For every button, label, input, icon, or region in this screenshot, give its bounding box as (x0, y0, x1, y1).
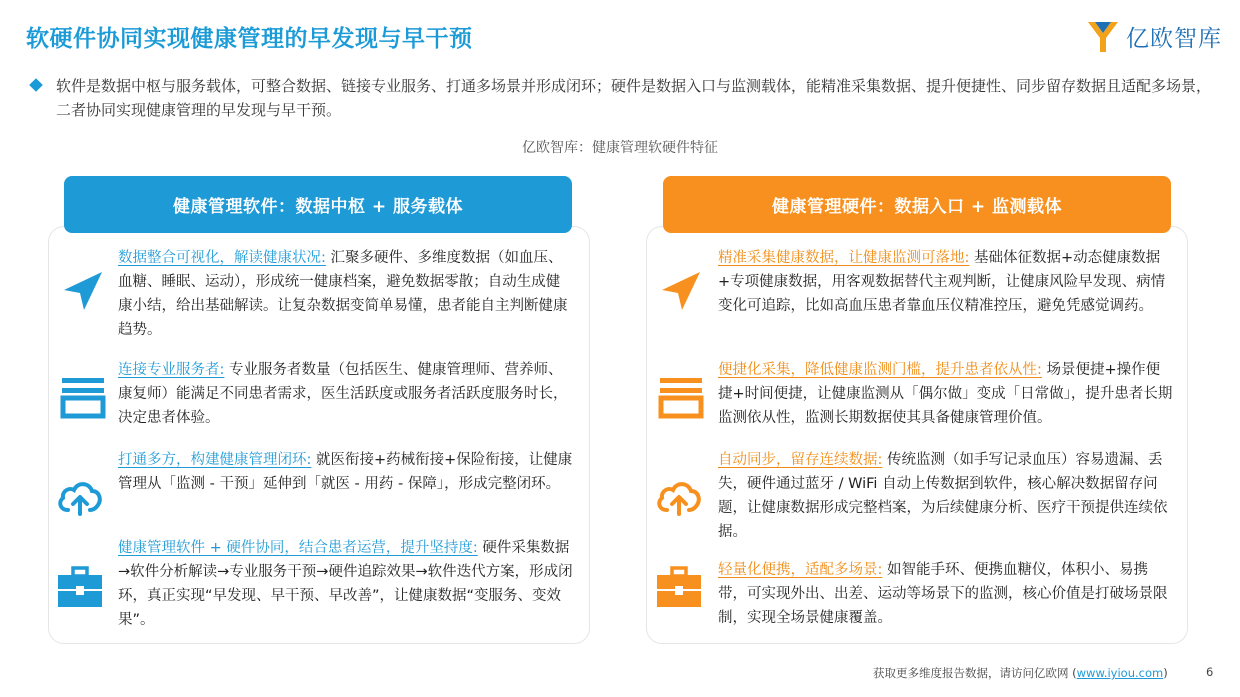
footer-close: ) (1163, 666, 1168, 680)
software-item-3-lead: 打通多方，构建健康管理闭环: (118, 452, 312, 468)
intro-paragraph (30, 74, 1220, 122)
cloud-upload-icon (55, 472, 105, 522)
software-item-1-lead: 数据整合可视化，解读健康状况: (118, 250, 326, 266)
software-item-2-lead: 连接专业服务者: (118, 362, 225, 378)
cloud-upload-icon (654, 472, 704, 522)
logo-mark-icon (1084, 18, 1120, 54)
intro-text: 软件是数据中枢与服务载体，可整合数据、链接专业服务、打通多场景并形成闭环；硬件是数据入口与监测载体，能精准采集数据、提升便捷性、同步留存数据且适配多场景，二者协同实现健康管理的早发现与早干预。 (56, 77, 1212, 119)
figure-caption: 亿欧智库：健康管理软硬件特征 (522, 140, 718, 156)
footer-text: 获取更多维度报告数据，请访问亿欧网 ( (873, 666, 1077, 680)
logo (1084, 18, 1222, 54)
hardware-item-3-lead: 自动同步，留存连续数据: (718, 452, 883, 468)
briefcase-icon (654, 562, 704, 612)
hardware-item-1 (718, 246, 1173, 318)
hardware-item-3 (718, 448, 1173, 544)
hardware-heading: 健康管理硬件：数据入口 + 监测载体 (663, 176, 1171, 233)
software-item-4 (118, 536, 573, 632)
hardware-item-4-lead: 轻量化便携，适配多场景: (718, 562, 883, 578)
software-item-4-text: 硬件采集数据→软件分析解读→专业服务干预→硬件追踪效果→软件迭代方案，形成闭环，真正实现“早发现、早干预、早改善”，让健康数据“变服务、变效果”。 (118, 540, 573, 628)
hardware-item-4-text: 如智能手环、便携血糖仪，体积小、易携带，可实现外出、出差、运动等场景下的监测，核心价值是打破场景限制，实现全场景健康覆盖。 (718, 562, 1168, 626)
software-item-3 (118, 448, 573, 496)
software-item-2 (118, 358, 573, 430)
hardware-item-4 (718, 558, 1173, 630)
hardware-item-2-lead: 便捷化采集，降低健康监测门槛，提升患者依从性: (718, 362, 1042, 378)
hardware-item-3-text: 传统监测（如手写记录血压）容易遗漏、丢失，硬件通过蓝牙 / WiFi 自动上传数据到软件，核心解决数据留存问题，让健康数据形成完整档案，为后续健康分析、医疗干预提供连续依据。 (718, 452, 1168, 540)
page-title: 软硬件协同实现健康管理的早发现与早干预 (26, 26, 473, 52)
software-item-4-lead: 健康管理软件 + 硬件协同，结合患者运营，提升坚持度: (118, 540, 478, 556)
hardware-item-2-text: 场景便捷+操作便捷+时间便捷，让健康监测从「偶尔做」变成「日常做」，提升患者长期监测依从性，监测长期数据使其具备健康管理价值。 (718, 362, 1173, 426)
software-item-2-text: 专业服务者数量（包括医生、健康管理师、营养师、康复师）能满足不同患者需求，医生活跃度或服务者活跃度服务时长，决定患者体验。 (118, 362, 568, 426)
software-item-1 (118, 246, 573, 342)
page-number: 6 (1206, 665, 1214, 679)
navigation-arrow-icon (58, 266, 108, 316)
software-item-1-text: 汇聚多硬件、多维度数据（如血压、血糖、睡眠、运动），形成统一健康档案，避免数据零散；自动生成健康小结，给出基础解读。让复杂数据变简单易懂，患者能自主判断健康趋势。 (118, 250, 568, 338)
software-heading: 健康管理软件：数据中枢 + 服务载体 (64, 176, 572, 233)
hardware-item-2 (718, 358, 1173, 430)
hardware-item-1-lead: 精准采集健康数据，让健康监测可落地: (718, 250, 970, 266)
diamond-bullet-icon (29, 78, 43, 92)
navigation-arrow-icon (656, 266, 706, 316)
footer-link[interactable]: www.iyiou.com (1076, 666, 1164, 680)
hardware-item-1-text: 基础体征数据+动态健康数据+专项健康数据，用客观数据替代主观判断，让健康风险早发现、病情变化可追踪，比如高血压患者靠血压仪精准控压，避免凭感觉调药。 (718, 250, 1166, 314)
stack-icon (58, 372, 108, 422)
stack-icon (656, 372, 706, 422)
logo-text: 亿欧智库 (1126, 25, 1222, 52)
briefcase-icon (55, 562, 105, 612)
footer-note (873, 665, 1168, 681)
software-item-3-text: 就医衔接+药械衔接+保险衔接，让健康管理从「监测 - 干预」延伸到「就医 - 用药 - 保障」，形成完整闭环。 (118, 452, 573, 492)
